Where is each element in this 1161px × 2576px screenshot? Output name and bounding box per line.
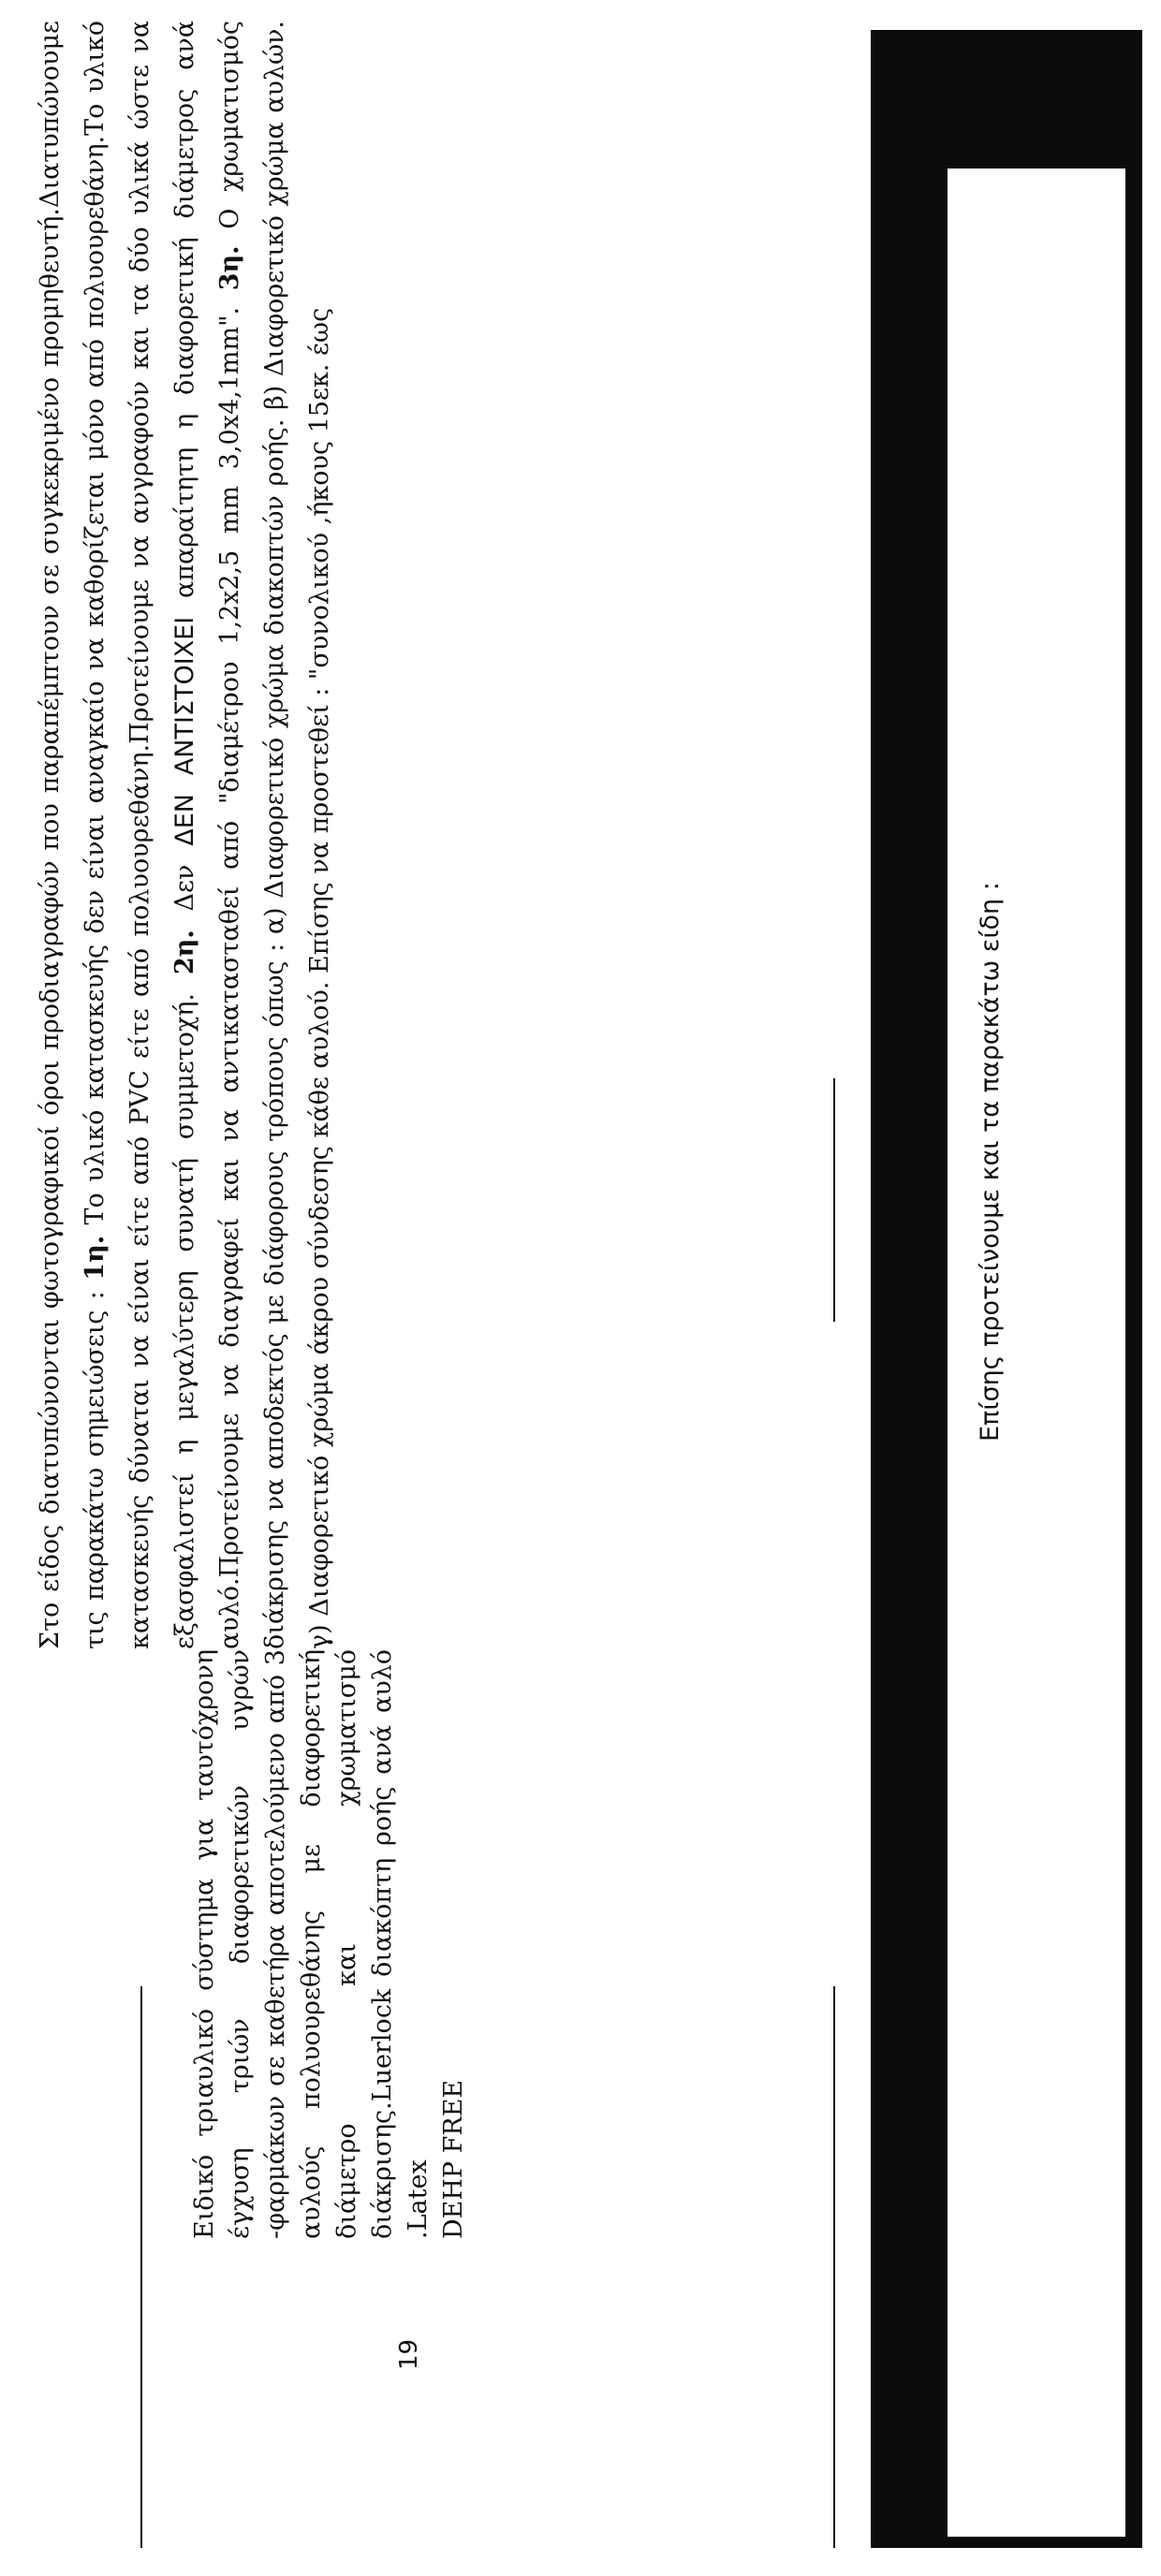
note-2-label: 2η. bbox=[170, 929, 199, 975]
description-text: Ειδικό τριαυλικό σύστημα για ταυτόχρονη έγχυση τριών διαφορετικών υγρών -φαρμάκων σε καθετήρα αποτελούμενο από 3 αυλούς πολυουρεθάνης με διαφορετική διάμετρο και χρωματισμό διάκρισης.Luerlock διακόπτη ροής ανά αυλό .Latex bbox=[190, 1649, 433, 2239]
supplier-notes bbox=[28, 21, 343, 1649]
note-3-label: 3η. bbox=[215, 245, 244, 291]
description-dehp: DEHP FREE bbox=[439, 2079, 468, 2239]
notes-intro bbox=[28, 21, 343, 1649]
bottom-rule-right bbox=[833, 1078, 835, 1322]
note-2-text: απαραίτητη η διαφορετική διάμετρος ανά αυλό.Προτείνουμε να διαγραφεί και να αντικατασταθεί από "διαμέτρου 1,2x2,5 mm 3,0x4,1mm". bbox=[170, 21, 244, 1649]
footer-text: Επίσης προτείνουμε και τα παρακάτω είδη : bbox=[976, 882, 1005, 1442]
note-2-caps: ΔΕΝ ΑΝΤΙΣΤΟΙΧΕΙ bbox=[170, 616, 199, 846]
bottom-rule-left bbox=[833, 1986, 835, 2548]
footer-box bbox=[871, 30, 1142, 2548]
item-description bbox=[187, 1649, 472, 2239]
top-rule-left bbox=[140, 1986, 142, 2548]
note-1-label: 1η. bbox=[81, 1235, 110, 1281]
row-number: 19 bbox=[395, 2338, 423, 2370]
note-1-text: Το υλικό κατασκευής δεν είναι αναγκαίο να καθορίζεται μόνο από πολυουρεθάνη.Το υλικό κατασκευής δύναται να είναι είτε από PVC είτε από πολυουρεθάνη.Προτείνουμε να ανγραφούν και τα δύο υλικά ώστε να εξασφαλιστεί η μεγαλύτερη συνατή συμμετοχή. bbox=[81, 21, 199, 1649]
note-3-text: Ο χρωματισμός διάκρισης να αποδεκτός με διάφορους τρόπους όπως : α) Διαφορετικό χρώμα διακοπτών ροής. β) Διαφορετικό χρώμα αυλών. γ) Διαφορετικό χρώμα άκρου σύνδεσης κάθε αυλού. Επίσης να προστεθεί : "συνολικού ,ήκους 15εκ. έως bbox=[215, 21, 334, 1649]
note-2-head: Δεν bbox=[170, 864, 199, 912]
notes-intro-text: Στο είδος διατυπώνονται φωτογραφικοί όροι προδιαγραφών που παραπέμπτουν σε συγκεκριμένο προμηθευτή.Διατυπώνουμε τις παρακάτω σημειώσεις : bbox=[36, 21, 110, 1649]
footer-inner-panel bbox=[948, 168, 1125, 2537]
